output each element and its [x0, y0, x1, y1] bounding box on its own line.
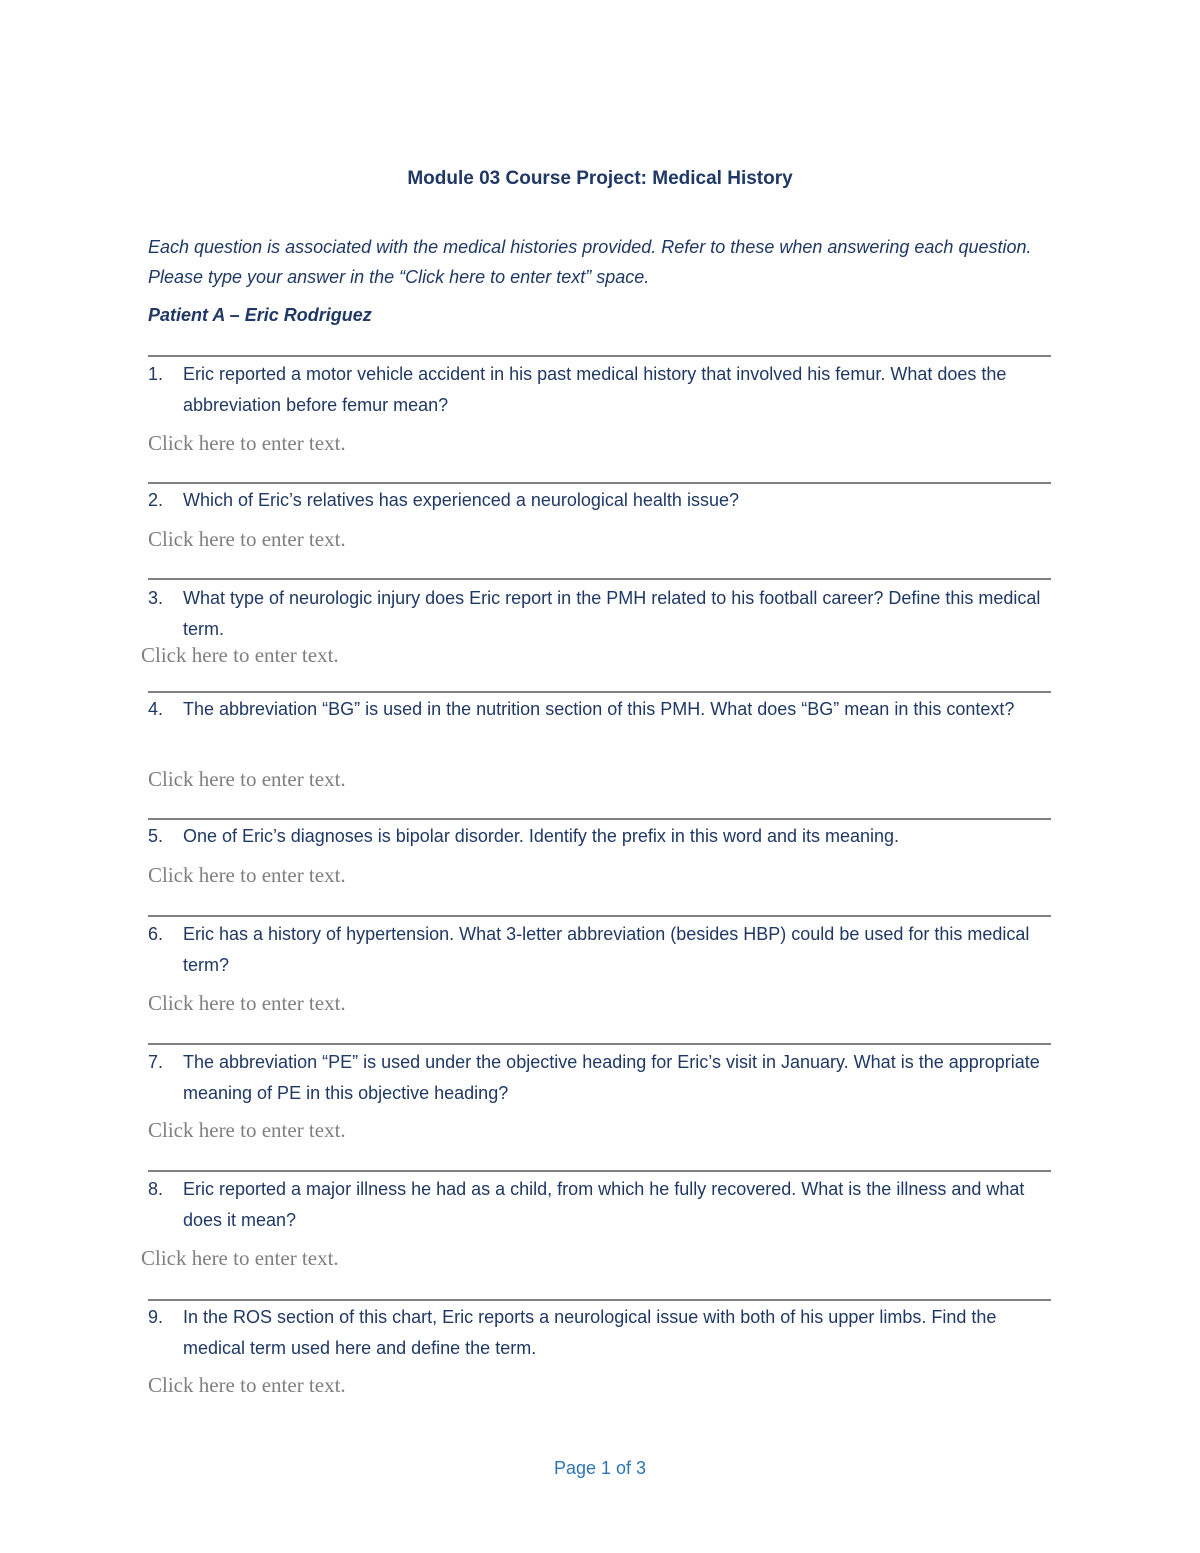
question-divider	[148, 1043, 1051, 1045]
question-number: 4.	[148, 699, 164, 719]
document-title: Module 03 Course Project: Medical History	[407, 168, 793, 189]
question-number: 1.	[148, 364, 164, 384]
answer-field-2[interactable]: Click here to enter text.	[148, 527, 346, 551]
answer-field-7[interactable]: Click here to enter text.	[148, 1118, 346, 1142]
question-text: What type of neurologic injury does Eric report in the PMH related to his football career? Define this medical term.	[183, 588, 1041, 639]
question-divider	[148, 818, 1051, 820]
question-number: 6.	[148, 924, 164, 944]
patient-heading: Patient A – Eric Rodriguez	[148, 305, 372, 325]
answer-field-5[interactable]: Click here to enter text.	[148, 863, 346, 887]
page-number: Page 1 of 3	[553, 1458, 647, 1478]
question-text: The abbreviation “BG” is used in the nutrition section of this PMH. What does “BG” mean in this context?	[183, 699, 1015, 719]
question-divider	[148, 691, 1051, 693]
question-divider	[148, 355, 1051, 357]
question-number: 7.	[148, 1052, 164, 1072]
question-text: Eric reported a motor vehicle accident in his past medical history that involved his femur. What does the abbreviation before femur mean?	[183, 364, 1007, 415]
answer-field-6[interactable]: Click here to enter text.	[148, 991, 346, 1015]
answer-field-9[interactable]: Click here to enter text.	[148, 1373, 346, 1397]
question-text: Eric reported a major illness he had as a child, from which he fully recovered. What is the illness and what does it mean?	[183, 1179, 1025, 1230]
answer-field-3[interactable]: Click here to enter text.	[141, 643, 339, 667]
answer-field-1[interactable]: Click here to enter text.	[148, 431, 346, 455]
answer-field-4[interactable]: Click here to enter text.	[148, 767, 346, 791]
question-text: Which of Eric’s relatives has experienced a neurological health issue?	[183, 490, 739, 510]
question-divider	[148, 578, 1051, 580]
instructions-text: Each question is associated with the medical histories provided. Refer to these when answering each question. Please type your answer in the “Click here to enter text” space.	[148, 237, 1032, 287]
question-divider	[148, 482, 1051, 484]
answer-field-8[interactable]: Click here to enter text.	[141, 1246, 339, 1270]
question-divider	[148, 915, 1051, 917]
question-divider	[148, 1170, 1051, 1172]
question-text: Eric has a history of hypertension. What 3-letter abbreviation (besides HBP) could be used for this medical term?	[183, 924, 1030, 975]
question-divider	[148, 1299, 1051, 1301]
question-number: 9.	[148, 1307, 164, 1327]
question-number: 5.	[148, 826, 164, 846]
question-number: 3.	[148, 588, 164, 608]
question-text: In the ROS section of this chart, Eric reports a neurological issue with both of his upper limbs. Find the medical term used here and define the term.	[183, 1307, 997, 1358]
question-number: 2.	[148, 490, 164, 510]
question-number: 8.	[148, 1179, 164, 1199]
question-text: The abbreviation “PE” is used under the objective heading for Eric’s visit in January. What is the appropriate meaning of PE in this objective heading?	[183, 1052, 1040, 1103]
question-text: One of Eric’s diagnoses is bipolar disorder. Identify the prefix in this word and its meaning.	[183, 826, 900, 846]
